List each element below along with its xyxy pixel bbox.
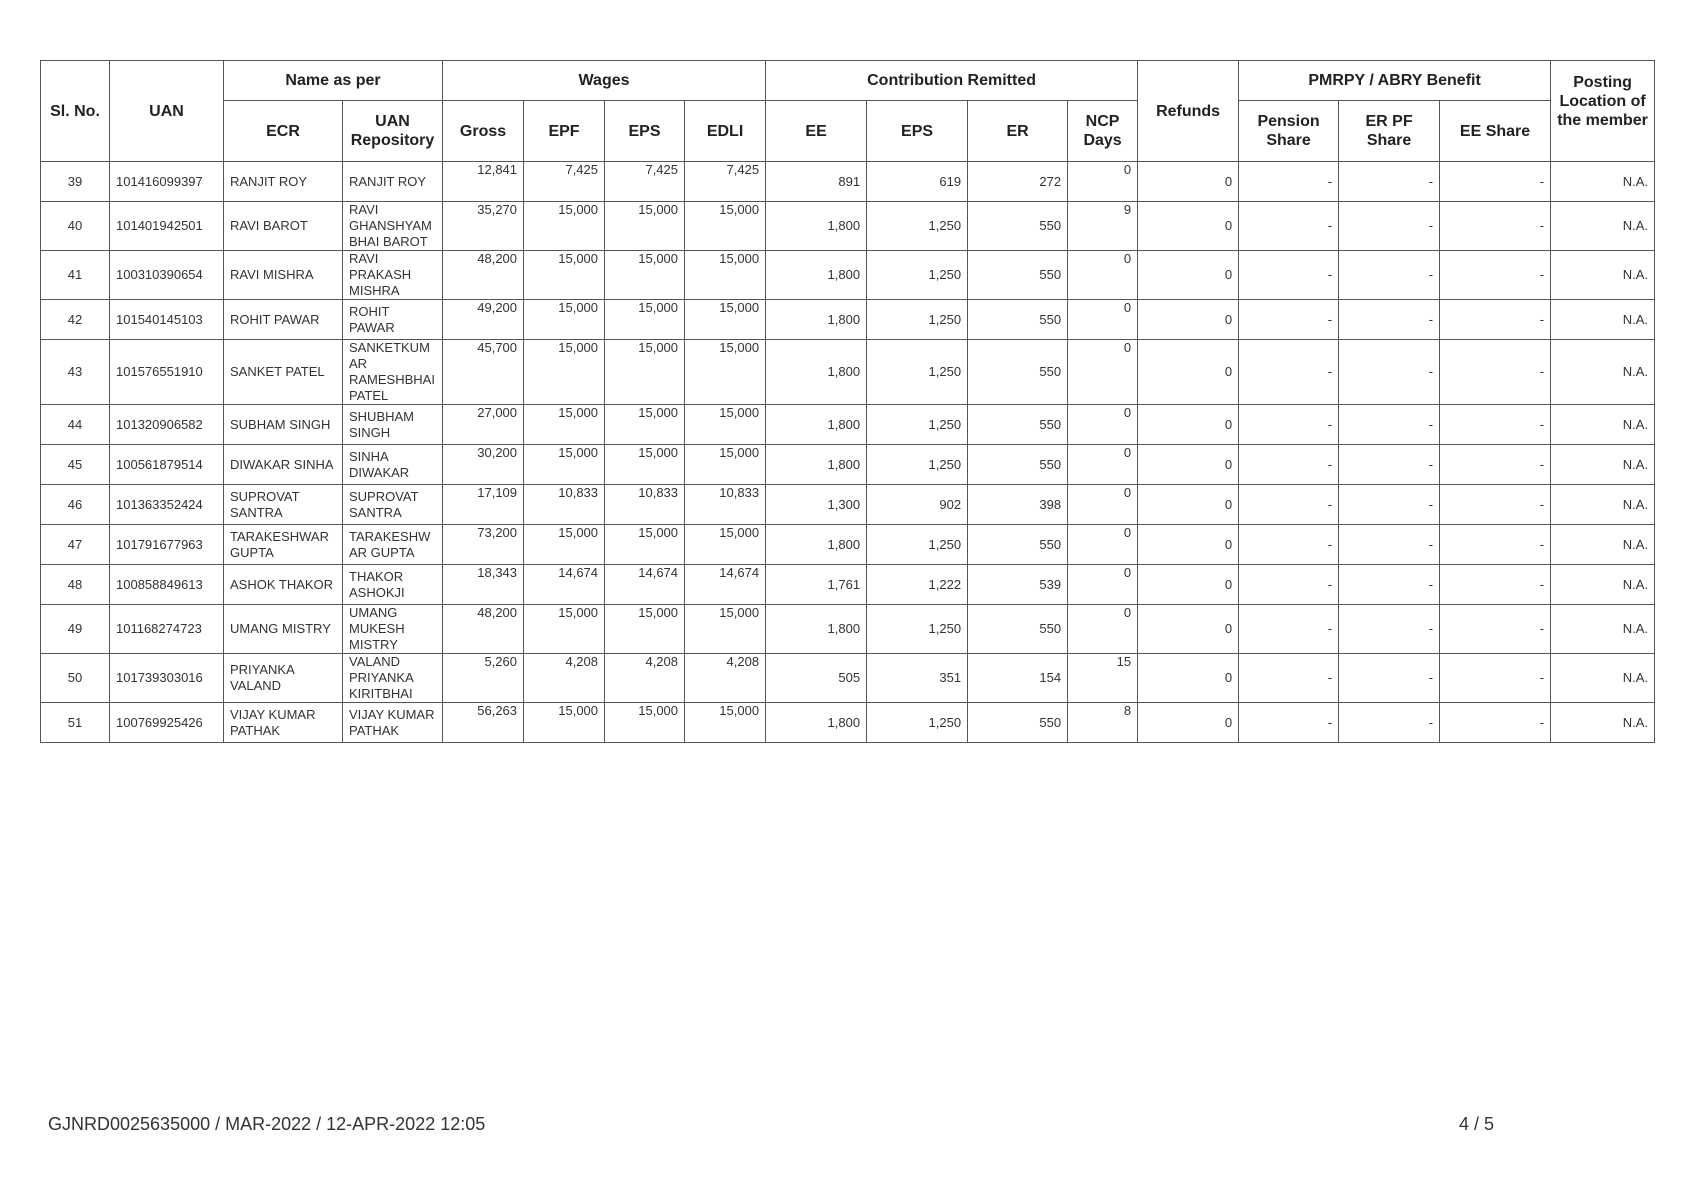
cell-contribution-eps: 902 — [867, 485, 968, 525]
cell-edli: 15,000 — [685, 202, 766, 251]
cell-epf: 15,000 — [524, 405, 605, 445]
table-row — [41, 162, 1655, 202]
header-ncp-days: NCP Days — [1068, 101, 1138, 162]
cell-sl-no: 49 — [41, 605, 110, 654]
header-epf: EPF — [524, 101, 605, 162]
cell-wages-eps: 15,000 — [605, 525, 685, 565]
cell-refunds: 0 — [1138, 525, 1239, 565]
table-row — [41, 485, 1655, 525]
cell-ee-share: - — [1440, 485, 1551, 525]
cell-gross: 5,260 — [443, 654, 524, 703]
cell-sl-no: 46 — [41, 485, 110, 525]
cell-er: 550 — [968, 405, 1068, 445]
cell-epf: 15,000 — [524, 445, 605, 485]
header-er: ER — [968, 101, 1068, 162]
cell-wages-eps: 10,833 — [605, 485, 685, 525]
table-row — [41, 251, 1655, 300]
cell-wages-eps: 14,674 — [605, 565, 685, 605]
cell-ncp-days: 0 — [1068, 340, 1138, 405]
cell-posting-location: N.A. — [1551, 162, 1655, 202]
cell-gross: 12,841 — [443, 162, 524, 202]
cell-gross: 45,700 — [443, 340, 524, 405]
cell-ncp-days: 0 — [1068, 525, 1138, 565]
cell-edli: 15,000 — [685, 445, 766, 485]
cell-ee: 1,800 — [766, 405, 867, 445]
cell-pension-share: - — [1239, 405, 1339, 445]
table-row — [41, 445, 1655, 485]
cell-contribution-eps: 1,250 — [867, 525, 968, 565]
cell-ee: 505 — [766, 654, 867, 703]
cell-name-ecr: RANJIT ROY — [224, 162, 343, 202]
cell-contribution-eps: 619 — [867, 162, 968, 202]
cell-uan: 100769925426 — [110, 703, 224, 743]
cell-name-ecr: PRIYANKA VALAND — [224, 654, 343, 703]
cell-er-pf-share: - — [1339, 300, 1440, 340]
cell-ee-share: - — [1440, 340, 1551, 405]
cell-ee-share: - — [1440, 300, 1551, 340]
cell-name-uan-repository: SHUBHAM SINGH — [343, 405, 443, 445]
cell-gross: 18,343 — [443, 565, 524, 605]
cell-wages-eps: 7,425 — [605, 162, 685, 202]
cell-epf: 10,833 — [524, 485, 605, 525]
cell-edli: 15,000 — [685, 300, 766, 340]
cell-contribution-eps: 1,250 — [867, 703, 968, 743]
cell-epf: 15,000 — [524, 340, 605, 405]
cell-er: 550 — [968, 703, 1068, 743]
table-row — [41, 300, 1655, 340]
cell-ncp-days: 8 — [1068, 703, 1138, 743]
cell-name-ecr: RAVI BAROT — [224, 202, 343, 251]
cell-er-pf-share: - — [1339, 654, 1440, 703]
cell-er-pf-share: - — [1339, 405, 1440, 445]
cell-sl-no: 45 — [41, 445, 110, 485]
cell-uan: 101401942501 — [110, 202, 224, 251]
cell-sl-no: 41 — [41, 251, 110, 300]
cell-sl-no: 51 — [41, 703, 110, 743]
cell-epf: 14,674 — [524, 565, 605, 605]
table-row — [41, 525, 1655, 565]
cell-wages-eps: 15,000 — [605, 703, 685, 743]
cell-wages-eps: 4,208 — [605, 654, 685, 703]
cell-refunds: 0 — [1138, 251, 1239, 300]
cell-pension-share: - — [1239, 340, 1339, 405]
header-uan-repository: UAN Repository — [343, 101, 443, 162]
cell-posting-location: N.A. — [1551, 525, 1655, 565]
cell-refunds: 0 — [1138, 703, 1239, 743]
cell-name-uan-repository: SANKETKUM AR RAMESHBHAI PATEL — [343, 340, 443, 405]
cell-name-uan-repository: UMANG MUKESH MISTRY — [343, 605, 443, 654]
cell-pension-share: - — [1239, 525, 1339, 565]
cell-name-ecr: VIJAY KUMAR PATHAK — [224, 703, 343, 743]
cell-uan: 101576551910 — [110, 340, 224, 405]
cell-refunds: 0 — [1138, 445, 1239, 485]
cell-ncp-days: 0 — [1068, 565, 1138, 605]
table-row — [41, 654, 1655, 703]
cell-er: 550 — [968, 605, 1068, 654]
cell-er: 550 — [968, 445, 1068, 485]
cell-posting-location: N.A. — [1551, 485, 1655, 525]
cell-posting-location: N.A. — [1551, 605, 1655, 654]
cell-er: 550 — [968, 300, 1068, 340]
cell-er-pf-share: - — [1339, 340, 1440, 405]
cell-gross: 73,200 — [443, 525, 524, 565]
cell-ee-share: - — [1440, 202, 1551, 251]
table-row — [41, 703, 1655, 743]
header-wages-eps: EPS — [605, 101, 685, 162]
cell-posting-location: N.A. — [1551, 202, 1655, 251]
cell-sl-no: 50 — [41, 654, 110, 703]
cell-ncp-days: 15 — [1068, 654, 1138, 703]
cell-er: 154 — [968, 654, 1068, 703]
cell-name-uan-repository: RAVI PRAKASH MISHRA — [343, 251, 443, 300]
cell-sl-no: 44 — [41, 405, 110, 445]
header-ecr: ECR — [224, 101, 343, 162]
cell-gross: 48,200 — [443, 251, 524, 300]
cell-refunds: 0 — [1138, 565, 1239, 605]
cell-er-pf-share: - — [1339, 605, 1440, 654]
cell-posting-location: N.A. — [1551, 565, 1655, 605]
cell-name-uan-repository: VIJAY KUMAR PATHAK — [343, 703, 443, 743]
cell-gross: 35,270 — [443, 202, 524, 251]
cell-refunds: 0 — [1138, 605, 1239, 654]
cell-sl-no: 39 — [41, 162, 110, 202]
cell-name-ecr: UMANG MISTRY — [224, 605, 343, 654]
cell-edli: 15,000 — [685, 251, 766, 300]
cell-name-ecr: SUBHAM SINGH — [224, 405, 343, 445]
cell-er-pf-share: - — [1339, 445, 1440, 485]
header-contribution-remitted: Contribution Remitted — [766, 61, 1138, 101]
cell-uan: 101540145103 — [110, 300, 224, 340]
cell-er: 550 — [968, 202, 1068, 251]
cell-pension-share: - — [1239, 162, 1339, 202]
table-body — [41, 162, 1655, 743]
cell-pension-share: - — [1239, 300, 1339, 340]
header-refunds: Refunds — [1138, 61, 1239, 162]
cell-wages-eps: 15,000 — [605, 445, 685, 485]
cell-gross: 48,200 — [443, 605, 524, 654]
cell-ee: 1,800 — [766, 300, 867, 340]
cell-er-pf-share: - — [1339, 485, 1440, 525]
cell-uan: 101168274723 — [110, 605, 224, 654]
cell-refunds: 0 — [1138, 202, 1239, 251]
cell-name-ecr: ROHIT PAWAR — [224, 300, 343, 340]
cell-posting-location: N.A. — [1551, 340, 1655, 405]
table-row — [41, 202, 1655, 251]
cell-posting-location: N.A. — [1551, 300, 1655, 340]
cell-er: 550 — [968, 251, 1068, 300]
cell-posting-location: N.A. — [1551, 251, 1655, 300]
header-edli: EDLI — [685, 101, 766, 162]
cell-uan: 101320906582 — [110, 405, 224, 445]
header-pension-share: Pension Share — [1239, 101, 1339, 162]
cell-ncp-days: 0 — [1068, 605, 1138, 654]
cell-contribution-eps: 1,250 — [867, 340, 968, 405]
cell-ee: 1,800 — [766, 251, 867, 300]
cell-wages-eps: 15,000 — [605, 300, 685, 340]
cell-uan: 100310390654 — [110, 251, 224, 300]
cell-name-ecr: SANKET PATEL — [224, 340, 343, 405]
table-row — [41, 605, 1655, 654]
cell-name-uan-repository: VALAND PRIYANKA KIRITBHAI — [343, 654, 443, 703]
cell-sl-no: 40 — [41, 202, 110, 251]
cell-name-uan-repository: ROHIT PAWAR — [343, 300, 443, 340]
cell-er-pf-share: - — [1339, 525, 1440, 565]
cell-er-pf-share: - — [1339, 251, 1440, 300]
header-ee-share: EE Share — [1440, 101, 1551, 162]
cell-refunds: 0 — [1138, 162, 1239, 202]
cell-pension-share: - — [1239, 654, 1339, 703]
cell-er: 272 — [968, 162, 1068, 202]
header-ee: EE — [766, 101, 867, 162]
cell-posting-location: N.A. — [1551, 445, 1655, 485]
cell-er-pf-share: - — [1339, 703, 1440, 743]
cell-ncp-days: 0 — [1068, 445, 1138, 485]
cell-contribution-eps: 1,250 — [867, 605, 968, 654]
cell-refunds: 0 — [1138, 485, 1239, 525]
cell-edli: 10,833 — [685, 485, 766, 525]
cell-ncp-days: 0 — [1068, 162, 1138, 202]
cell-name-uan-repository: SUPROVAT SANTRA — [343, 485, 443, 525]
cell-edli: 15,000 — [685, 605, 766, 654]
cell-epf: 15,000 — [524, 525, 605, 565]
cell-contribution-eps: 1,250 — [867, 300, 968, 340]
cell-epf: 15,000 — [524, 251, 605, 300]
cell-uan: 100858849613 — [110, 565, 224, 605]
cell-pension-share: - — [1239, 703, 1339, 743]
cell-ncp-days: 0 — [1068, 251, 1138, 300]
cell-pension-share: - — [1239, 445, 1339, 485]
cell-posting-location: N.A. — [1551, 654, 1655, 703]
cell-sl-no: 42 — [41, 300, 110, 340]
cell-gross: 17,109 — [443, 485, 524, 525]
cell-name-uan-repository: RAVI GHANSHYAM BHAI BAROT — [343, 202, 443, 251]
cell-gross: 30,200 — [443, 445, 524, 485]
cell-ee: 1,800 — [766, 703, 867, 743]
cell-epf: 4,208 — [524, 654, 605, 703]
cell-gross: 56,263 — [443, 703, 524, 743]
cell-er: 550 — [968, 525, 1068, 565]
cell-name-uan-repository: THAKOR ASHOKJI — [343, 565, 443, 605]
cell-epf: 15,000 — [524, 703, 605, 743]
cell-ncp-days: 0 — [1068, 405, 1138, 445]
header-pmrpy-abry-benefit: PMRPY / ABRY Benefit — [1239, 61, 1551, 101]
cell-ee-share: - — [1440, 654, 1551, 703]
cell-pension-share: - — [1239, 565, 1339, 605]
cell-refunds: 0 — [1138, 654, 1239, 703]
cell-ee: 891 — [766, 162, 867, 202]
cell-refunds: 0 — [1138, 300, 1239, 340]
cell-edli: 4,208 — [685, 654, 766, 703]
ecr-member-table — [40, 60, 1655, 743]
cell-uan: 101791677963 — [110, 525, 224, 565]
cell-wages-eps: 15,000 — [605, 405, 685, 445]
cell-edli: 15,000 — [685, 525, 766, 565]
cell-refunds: 0 — [1138, 405, 1239, 445]
cell-wages-eps: 15,000 — [605, 251, 685, 300]
cell-pension-share: - — [1239, 251, 1339, 300]
cell-name-uan-repository: SINHA DIWAKAR — [343, 445, 443, 485]
table-row — [41, 565, 1655, 605]
cell-edli: 15,000 — [685, 703, 766, 743]
cell-ee-share: - — [1440, 162, 1551, 202]
cell-refunds: 0 — [1138, 340, 1239, 405]
cell-sl-no: 43 — [41, 340, 110, 405]
header-contribution-eps: EPS — [867, 101, 968, 162]
cell-contribution-eps: 1,250 — [867, 202, 968, 251]
cell-pension-share: - — [1239, 202, 1339, 251]
cell-pension-share: - — [1239, 485, 1339, 525]
cell-er-pf-share: - — [1339, 565, 1440, 605]
cell-name-ecr: RAVI MISHRA — [224, 251, 343, 300]
cell-name-uan-repository: TARAKESHW AR GUPTA — [343, 525, 443, 565]
cell-er-pf-share: - — [1339, 162, 1440, 202]
cell-uan: 101739303016 — [110, 654, 224, 703]
cell-uan: 100561879514 — [110, 445, 224, 485]
cell-ee: 1,800 — [766, 202, 867, 251]
cell-ee-share: - — [1440, 565, 1551, 605]
cell-name-uan-repository: RANJIT ROY — [343, 162, 443, 202]
cell-edli: 7,425 — [685, 162, 766, 202]
cell-ee-share: - — [1440, 605, 1551, 654]
cell-ncp-days: 0 — [1068, 300, 1138, 340]
cell-epf: 7,425 — [524, 162, 605, 202]
table-header — [41, 61, 1655, 162]
cell-ee: 1,800 — [766, 445, 867, 485]
cell-contribution-eps: 1,250 — [867, 445, 968, 485]
cell-name-ecr: TARAKESHWAR GUPTA — [224, 525, 343, 565]
table-row — [41, 405, 1655, 445]
cell-uan: 101416099397 — [110, 162, 224, 202]
cell-ncp-days: 9 — [1068, 202, 1138, 251]
cell-ee-share: - — [1440, 251, 1551, 300]
cell-contribution-eps: 351 — [867, 654, 968, 703]
cell-wages-eps: 15,000 — [605, 605, 685, 654]
cell-ncp-days: 0 — [1068, 485, 1138, 525]
cell-epf: 15,000 — [524, 605, 605, 654]
cell-ee: 1,800 — [766, 525, 867, 565]
header-name-as-per: Name as per — [224, 61, 443, 101]
cell-contribution-eps: 1,250 — [867, 251, 968, 300]
cell-epf: 15,000 — [524, 202, 605, 251]
cell-contribution-eps: 1,222 — [867, 565, 968, 605]
cell-er: 398 — [968, 485, 1068, 525]
cell-ee: 1,300 — [766, 485, 867, 525]
cell-ee: 1,800 — [766, 605, 867, 654]
header-wages: Wages — [443, 61, 766, 101]
cell-name-ecr: ASHOK THAKOR — [224, 565, 343, 605]
header-gross: Gross — [443, 101, 524, 162]
cell-edli: 15,000 — [685, 405, 766, 445]
cell-ee: 1,761 — [766, 565, 867, 605]
header-posting-location: Posting Location of the member — [1551, 61, 1655, 162]
cell-wages-eps: 15,000 — [605, 340, 685, 405]
cell-gross: 27,000 — [443, 405, 524, 445]
cell-posting-location: N.A. — [1551, 405, 1655, 445]
table-row — [41, 340, 1655, 405]
cell-sl-no: 47 — [41, 525, 110, 565]
cell-contribution-eps: 1,250 — [867, 405, 968, 445]
cell-name-ecr: DIWAKAR SINHA — [224, 445, 343, 485]
cell-sl-no: 48 — [41, 565, 110, 605]
cell-edli: 14,674 — [685, 565, 766, 605]
cell-ee-share: - — [1440, 405, 1551, 445]
cell-edli: 15,000 — [685, 340, 766, 405]
cell-uan: 101363352424 — [110, 485, 224, 525]
cell-pension-share: - — [1239, 605, 1339, 654]
cell-epf: 15,000 — [524, 300, 605, 340]
cell-er: 550 — [968, 340, 1068, 405]
cell-er: 539 — [968, 565, 1068, 605]
cell-wages-eps: 15,000 — [605, 202, 685, 251]
header-er-pf-share: ER PF Share — [1339, 101, 1440, 162]
cell-gross: 49,200 — [443, 300, 524, 340]
cell-name-ecr: SUPROVAT SANTRA — [224, 485, 343, 525]
header-uan: UAN — [110, 61, 224, 162]
cell-ee-share: - — [1440, 703, 1551, 743]
footer-reference: GJNRD0025635000 / MAR-2022 / 12-APR-2022 12:05 — [48, 1114, 486, 1134]
page-number: 4 / 5 — [1459, 1114, 1495, 1134]
header-sl-no: Sl. No. — [41, 61, 110, 162]
cell-ee-share: - — [1440, 525, 1551, 565]
cell-posting-location: N.A. — [1551, 703, 1655, 743]
cell-ee: 1,800 — [766, 340, 867, 405]
cell-ee-share: - — [1440, 445, 1551, 485]
cell-er-pf-share: - — [1339, 202, 1440, 251]
